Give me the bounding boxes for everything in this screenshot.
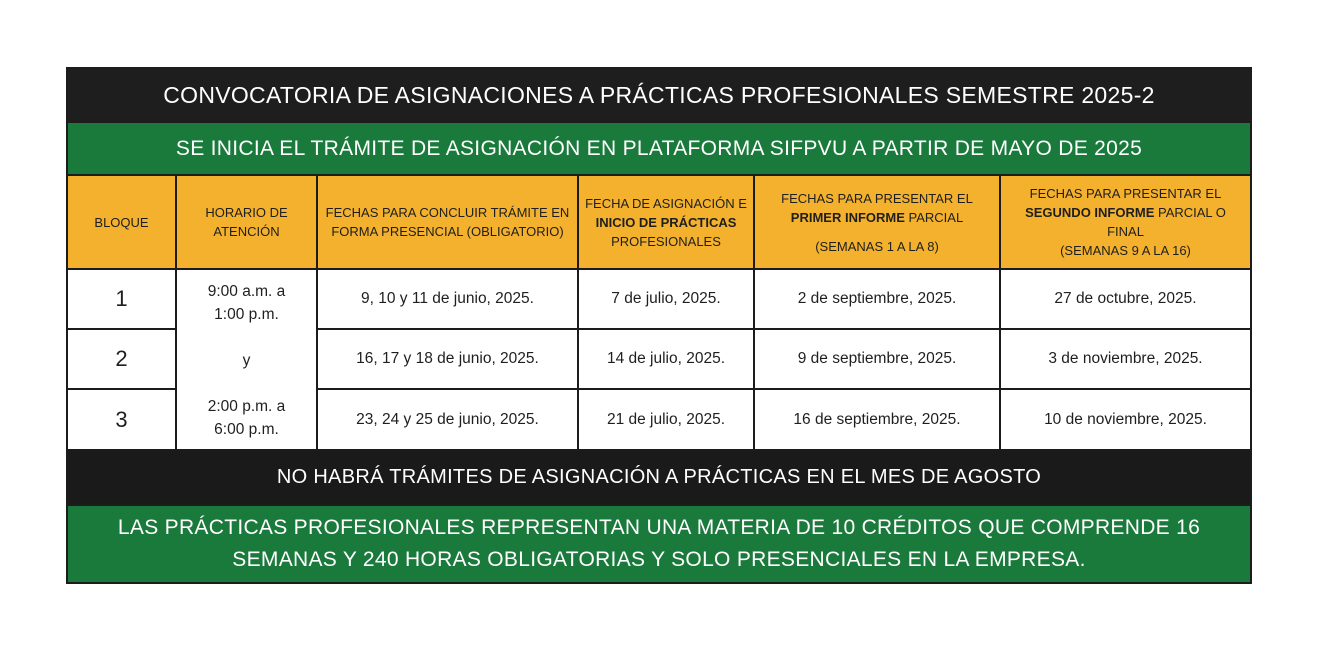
horario-line1: 9:00 a.m. a: [207, 283, 286, 300]
header-segundo-weeks: (SEMANAS 9 A LA 16): [1060, 243, 1191, 258]
header-fecha-asignacion-text2: PROFESIONALES: [611, 233, 721, 249]
header-primer-bold: PRIMER INFORME: [790, 209, 905, 225]
row-1-concluir: 9, 10 y 11 de junio, 2025.: [318, 270, 577, 328]
row-3-asignacion: 21 de julio, 2025.: [579, 390, 753, 449]
row-3-bloque: 3: [68, 390, 175, 449]
footer-line-2: SEMANAS Y 240 HORAS OBLIGATORIAS Y SOLO PRESENCIALES EN LA EMPRESA.: [232, 548, 1086, 571]
header-segundo-text: FECHAS PARA PRESENTAR EL: [1029, 186, 1222, 201]
header-primer-text2: PARCIAL: [908, 209, 964, 225]
row-3-concluir: 23, 24 y 25 de junio, 2025.: [318, 390, 577, 449]
row-1-bloque: 1: [68, 270, 175, 328]
row-2-bloque: 2: [68, 330, 175, 388]
header-primer-text: FECHAS PARA PRESENTAR EL: [781, 190, 973, 206]
row-2-segundo: 3 de noviembre, 2025.: [1001, 330, 1250, 388]
header-segundo-bold: SEGUNDO INFORME: [1025, 205, 1155, 220]
header-bloque: BLOQUE: [68, 176, 175, 268]
footer-note: [68, 506, 1250, 582]
table-subtitle: SE INICIA EL TRÁMITE DE ASIGNACIÓN EN PLATAFORMA SIFPVU A PARTIR DE MAYO DE 2025: [68, 123, 1250, 174]
header-fecha-asignacion-bold: INICIO DE PRÁCTICAS: [595, 214, 737, 230]
horario-line2: 1:00 p.m.: [214, 306, 279, 323]
horario-line4: 6:00 p.m.: [214, 421, 279, 438]
row-2-primer: 9 de septiembre, 2025.: [755, 330, 999, 388]
row-2-concluir: 16, 17 y 18 de junio, 2025.: [318, 330, 577, 388]
horario-separator: y: [242, 352, 251, 369]
row-2-asignacion: 14 de julio, 2025.: [579, 330, 753, 388]
header-primer-weeks: (SEMANAS 1 A LA 8): [815, 238, 939, 254]
row-1-segundo: 27 de octubre, 2025.: [1001, 270, 1250, 328]
table-title: CONVOCATORIA DE ASIGNACIONES A PRÁCTICAS PROFESIONALES SEMESTRE 2025-2: [68, 69, 1250, 121]
row-1-primer: 2 de septiembre, 2025.: [755, 270, 999, 328]
row-3-segundo: 10 de noviembre, 2025.: [1001, 390, 1250, 449]
schedule-grid: [68, 176, 1250, 449]
header-fechas-concluir: FECHAS PARA CONCLUIR TRÁMITE EN FORMA PRESENCIAL (OBLIGATORIO): [318, 176, 577, 268]
header-primer-informe: [755, 176, 999, 268]
horario-line3: 2:00 p.m. a: [207, 398, 286, 415]
convocatoria-table: [66, 67, 1252, 584]
row-1-asignacion: 7 de julio, 2025.: [579, 270, 753, 328]
header-fecha-asignacion: [579, 176, 753, 268]
header-horario: HORARIO DE ATENCIÓN: [177, 176, 316, 268]
horario-cell: [177, 270, 316, 449]
august-note: NO HABRÁ TRÁMITES DE ASIGNACIÓN A PRÁCTICAS EN EL MES DE AGOSTO: [68, 451, 1250, 504]
row-3-primer: 16 de septiembre, 2025.: [755, 390, 999, 449]
footer-line-1: LAS PRÁCTICAS PROFESIONALES REPRESENTAN UNA MATERIA DE 10 CRÉDITOS QUE COMPRENDE 16: [117, 516, 1201, 539]
header-segundo-informe: [1001, 176, 1250, 268]
header-segundo-text2: PARCIAL O FINAL: [1107, 205, 1226, 239]
header-fecha-asignacion-text: FECHA DE ASIGNACIÓN E: [585, 195, 747, 211]
